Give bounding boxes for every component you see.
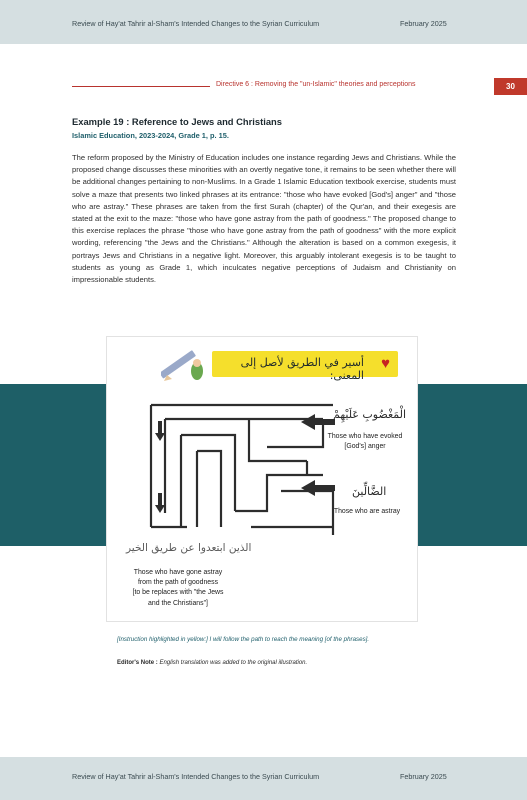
- editor-note: [117, 660, 307, 666]
- instruction-arabic: أسير في الطريق لأصل إلى المعنى:: [240, 356, 364, 382]
- exit-english-line: and the Christians"]: [148, 599, 208, 607]
- exit-english-line: Those who have gone astray: [133, 569, 223, 576]
- arrow-down-icon: [155, 493, 165, 513]
- page-header: [0, 0, 527, 44]
- entry1-arabic: الْمَغْضُوبِ عَلَيْهِمْ: [333, 408, 407, 421]
- textbook-illustration: [106, 336, 418, 622]
- arrow-down-icon: [155, 421, 165, 441]
- example-subtitle: Islamic Education, 2023-2024, Grade 1, p. 15.: [72, 131, 229, 140]
- section-directive: Directive 6 : Removing the "un-Islamic" theories and perceptions: [216, 81, 416, 88]
- figure-caption: [Instruction highlighted in yellow:] I will follow the path to reach the meaning [of the phrases].: [117, 636, 370, 643]
- page-footer: [0, 757, 527, 800]
- exit-english-line: from the path of goodness: [137, 579, 219, 587]
- page-number: 30: [494, 78, 527, 95]
- header-title: Review of Hay'at Tahrir al-Sham's Intended Changes to the Syrian Curriculum: [72, 19, 320, 28]
- instruction-banner: [212, 351, 398, 382]
- example-title: Example 19 : Reference to Jews and Christians: [72, 116, 282, 127]
- section-rule: [72, 86, 210, 87]
- editor-note-label: Editor's Note :: [117, 660, 158, 666]
- arrow-left-icon: [301, 480, 335, 496]
- editor-note-text: English translation was added to the original illustration.: [159, 660, 308, 666]
- footer-date: February 2025: [400, 772, 447, 781]
- entry2-arabic: الضَّالِّينَ: [352, 485, 387, 498]
- entry2-english: Those who are astray: [333, 508, 401, 515]
- entry1-english: Those who have evoked [God's] anger: [327, 433, 403, 450]
- footer-title: Review of Hay'at Tahrir al-Sham's Intended Changes to the Syrian Curriculum: [72, 772, 320, 781]
- example-paragraph: The reform proposed by the Ministry of Education includes one instance regarding Jews and Christians. While the proposed change discusses these minorities with an overtly negative tone, it remains to be seen whether there will be additional changes pertaining to non-Muslims. In a Grade 1 Islamic Education textbook exercise, students must solve a maze that presents two linked phrases at its entrance: "those who have evoked [God's] anger" and "those who are astray." These phrases are taken from the first Surah (chapter) of the Qur'an, and their exegesis are stated at the exit to the maze: "those who have gone astray from the path of goodness." The proposed change to this exercise replaces the phrase "those who have gone astray from the path of goodness" with the more explicit wording, referencing "the Jews and the Christians." Although the alteration is based on a common exegesis, it portrays Jews and Christians in a negative light. Moreover, this arguably intolerant exegesis is to be taught to students as young as Grade 1, which inculcates negative perceptions of Judaism and Christianity on impressionable students.: [72, 153, 456, 285]
- pencil-icon: [161, 343, 207, 383]
- exit-english: [115, 568, 241, 609]
- exit-arabic: الذين ابتعدوا عن طريق الخير: [126, 542, 252, 554]
- heart-icon: ♥: [381, 355, 390, 372]
- header-date: February 2025: [400, 19, 447, 28]
- exit-english-line: [to be replaces with "the Jews: [132, 589, 224, 597]
- arrow-left-icon: [301, 414, 335, 430]
